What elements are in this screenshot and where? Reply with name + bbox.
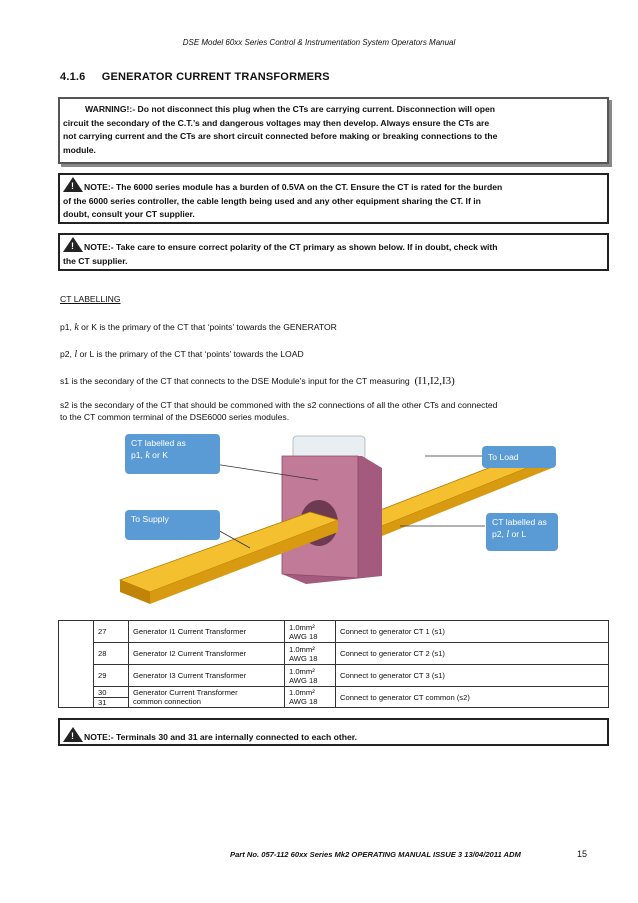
callout-ct-p2 [486, 513, 558, 551]
terminal-number: 27 [94, 621, 129, 643]
warning-line-1: WARNING!:- Do not disconnect this plug when the CTs are carrying current. Disconnection will open [85, 104, 495, 114]
cable-mm: 1.0mm² [289, 688, 315, 697]
callout-p2-line-2 [492, 528, 552, 541]
warning-triangle-icon [63, 177, 83, 192]
s2-description [60, 399, 590, 423]
terminal-number: 28 [94, 643, 129, 665]
note-polarity-line-2: the CT supplier. [63, 255, 128, 266]
s2-line-2: to the CT common terminal of the DSE6000 series modules. [60, 412, 290, 422]
p2-description [60, 348, 560, 361]
page-number: 15 [577, 849, 588, 859]
terminal-number-30: 30 [94, 688, 128, 698]
terminal-description [129, 687, 285, 708]
cable-size [285, 687, 336, 708]
p2-prefix: p2, [60, 349, 75, 359]
warning-line-2: circuit the secondary of the C.T.’s and dangerous voltages may then develop. Always ensure the CTs are [63, 117, 490, 128]
p1-text: or K is the primary of the CT that ‘points’ towards the GENERATOR [78, 322, 337, 332]
terminal-connection: Connect to generator CT 2 (s1) [336, 643, 609, 665]
terminal-description: Generator I2 Current Transformer [129, 643, 285, 665]
terminal-connection: Connect to generator CT 3 (s1) [336, 665, 609, 687]
terminal-connection: Connect to generator CT 1 (s1) [336, 621, 609, 643]
terminal-connection: Connect to generator CT common (s2) [336, 687, 609, 708]
callout-p2-l: l [506, 529, 510, 540]
cable-size [285, 621, 336, 643]
warning-line-4: module. [63, 144, 96, 155]
callout-ct-p1 [125, 434, 220, 474]
terminal-description: Generator I3 Current Transformer [129, 665, 285, 687]
s1-phases: (I1,I2,I3) [414, 375, 455, 387]
table-row [59, 643, 609, 665]
section-number: 4.1.6 [60, 71, 86, 83]
terminal-table [58, 620, 609, 708]
table-row [59, 687, 609, 708]
page-header: DSE Model 60xx Series Control & Instrumentation System Operators Manual [182, 38, 456, 47]
cable-mm: 1.0mm² [289, 666, 315, 676]
callout-to-load: To Load [482, 446, 556, 468]
p1-prefix: p1, [60, 322, 75, 332]
warning-triangle-icon [63, 237, 83, 252]
note-terminals-text: NOTE:- Terminals 30 and 31 are internally connected to each other. [84, 732, 358, 742]
note-polarity-line-1: NOTE:- Take care to ensure correct polarity of the CT primary as shown below. If in doubt, check with [84, 242, 498, 252]
note-burden-box [58, 173, 609, 224]
warning-line-3: not carrying current and the CTs are short circuit connected before making or breaking connections to the [63, 131, 498, 141]
callout-p2-prefix: p2, [492, 529, 507, 539]
cable-size [285, 665, 336, 687]
terminal-description-line-1: Generator Current Transformer [133, 688, 238, 697]
terminal-number: 29 [94, 665, 129, 687]
callout-p2-line-1: CT labelled as [492, 517, 547, 527]
cable-awg: AWG 18 [289, 653, 318, 663]
section-heading [60, 71, 330, 83]
ct-labelling-heading: CT LABELLING [60, 294, 121, 304]
warning-triangle-icon [63, 727, 83, 742]
callout-p1-k: k [145, 450, 150, 461]
s1-text: s1 is the secondary of the CT that connects to the DSE Module’s input for the CT measuring [60, 376, 410, 386]
callout-p1-line-1: CT labelled as [131, 438, 186, 448]
callout-p2-post: or L [509, 529, 527, 539]
cable-awg: AWG 18 [289, 697, 318, 706]
note-burden-line-2: of the 6000 series controller, the cable length being used and any other equipment sharing the CT. If in [63, 195, 481, 206]
table-blank-cell [59, 621, 94, 708]
note-polarity-box [58, 233, 609, 271]
warning-box [58, 97, 609, 164]
p2-l-symbol: l [74, 349, 78, 360]
p2-text: or L is the primary of the CT that ‘points’ towards the LOAD [77, 349, 304, 359]
cable-mm: 1.0mm² [289, 622, 315, 632]
s1-description [60, 375, 580, 387]
section-title: GENERATOR CURRENT TRANSFORMERS [101, 71, 330, 83]
cable-awg: AWG 18 [289, 675, 318, 685]
terminal-description-line-2: common connection [133, 697, 201, 706]
terminal-number [94, 687, 129, 708]
callout-p1-post: or K [149, 450, 168, 460]
note-burden-line-3: doubt, consult your CT supplier. [63, 209, 195, 219]
table-row [59, 621, 609, 643]
cable-size [285, 643, 336, 665]
terminal-description: Generator I1 Current Transformer [129, 621, 285, 643]
terminal-number-31: 31 [98, 697, 107, 707]
s2-line-1: s2 is the secondary of the CT that should be commoned with the s2 connections of all the other CTs and connected [60, 400, 498, 410]
table-row [59, 665, 609, 687]
cable-awg: AWG 18 [289, 631, 318, 641]
note-terminals-box [58, 718, 609, 746]
p1-k-symbol: k [74, 322, 79, 333]
p1-description [60, 321, 560, 334]
page-footer: Part No. 057-112 60xx Series Mk2 OPERATING MANUAL ISSUE 3 13/04/2011 ADM [230, 850, 521, 859]
cable-mm: 1.0mm² [289, 644, 315, 654]
callout-to-supply: To Supply [125, 510, 220, 540]
callout-p1-line-2 [131, 449, 214, 462]
callout-p1-prefix: p1, [131, 450, 146, 460]
note-burden-line-1: NOTE:- The 6000 series module has a burden of 0.5VA on the CT. Ensure the CT is rated for the burden [84, 182, 503, 192]
